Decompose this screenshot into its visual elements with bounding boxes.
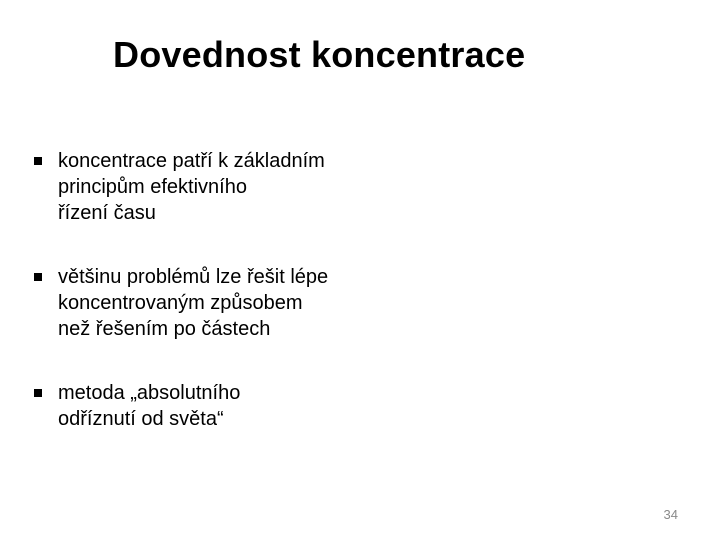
bullet-text: většinu problémů lze řešit lépe koncentrovaným způsobem než řešením po částech [58, 266, 329, 340]
square-bullet-icon [34, 148, 42, 174]
page-number: 34 [663, 507, 678, 522]
bullet-text: metoda „absolutního odříznutí od světa“ [58, 382, 241, 430]
slide-title: Dovednost koncentrace [113, 34, 526, 75]
square-bullet-icon [34, 380, 42, 406]
square-bullet-icon [34, 264, 42, 290]
bullet-text: koncentrace patří k základním principům efektivního řízení času [58, 150, 325, 224]
